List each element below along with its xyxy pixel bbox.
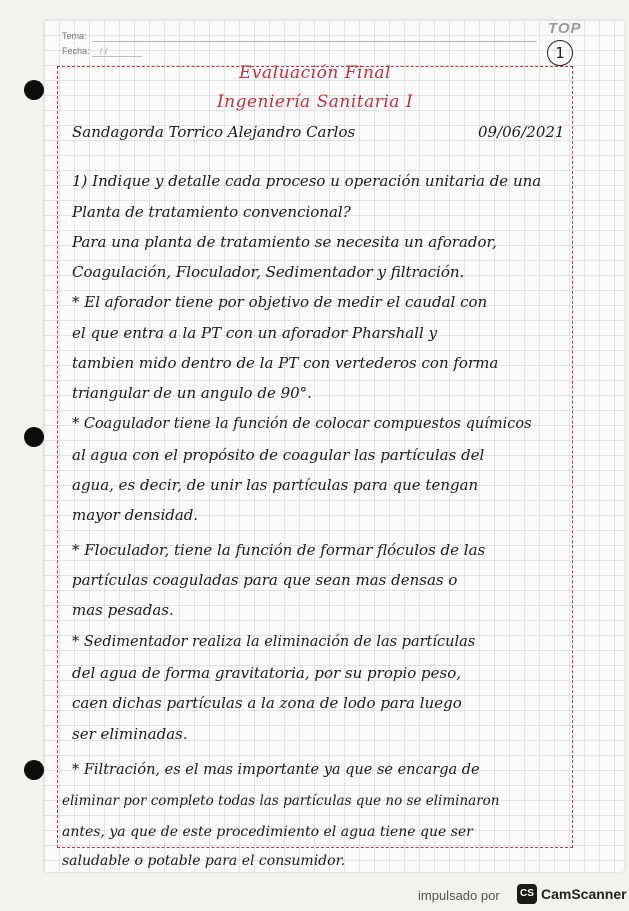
handwritten-line: Planta de tratamiento convencional? xyxy=(72,203,351,221)
handwritten-line: * Filtración, es el mas importante ya que se encarga de xyxy=(72,762,480,778)
binder-hole xyxy=(24,760,44,780)
binder-hole xyxy=(24,427,44,447)
handwritten-line: agua, es decir, de unir las partículas para que tengan xyxy=(72,476,479,494)
handwritten-line: antes, ya que de este procedimiento el agua tiene que ser xyxy=(62,824,473,840)
fecha-value: / / xyxy=(100,46,108,56)
fecha-line xyxy=(92,56,142,57)
handwritten-line: ser eliminadas. xyxy=(72,725,188,743)
notebook-logo: TOP xyxy=(548,20,582,37)
handwritten-line: partículas coaguladas para que sean mas densas o xyxy=(72,571,458,589)
handwritten-line: mas pesadas. xyxy=(72,601,174,619)
handwritten-line: * Floculador, tiene la función de formar flóculos de las xyxy=(72,541,486,559)
handwritten-line: * Sedimentador realiza la eliminación de las partículas xyxy=(72,634,476,650)
handwritten-line: saludable o potable para el consumidor. xyxy=(62,853,346,869)
handwritten-line: triangular de un angulo de 90°. xyxy=(72,384,312,402)
handwritten-line: Para una planta de tratamiento se necesita un aforador, xyxy=(72,233,497,251)
fecha-label: Fecha: xyxy=(62,46,90,56)
tema-line xyxy=(92,41,537,42)
document-subtitle: Ingeniería Sanitaria I xyxy=(216,92,414,112)
camscanner-icon: CS xyxy=(517,884,537,904)
binder-hole xyxy=(24,80,44,100)
page-number: 1 xyxy=(547,40,573,66)
handwritten-line: caen dichas partículas a la zona de lodo para luego xyxy=(72,694,462,712)
handwritten-line: * Coagulador tiene la función de colocar compuestos químicos xyxy=(72,416,532,432)
handwritten-line: del agua de forma gravitatoria, por su propio peso, xyxy=(72,664,462,682)
handwritten-line: * El aforador tiene por objetivo de medir el caudal con xyxy=(72,293,488,311)
document-date: 09/06/2021 xyxy=(478,123,565,141)
tema-label: Tema: xyxy=(62,31,87,41)
handwritten-line: Coagulación, Floculador, Sedimentador y filtración. xyxy=(72,263,465,281)
handwritten-line: eliminar por completo todas las partículas que no se eliminaron xyxy=(62,793,500,809)
camscanner-brand: CamScanner xyxy=(541,886,627,902)
powered-by-label: impulsado por xyxy=(418,888,500,903)
handwritten-line: 1) Indique y detalle cada proceso u operación unitaria de una xyxy=(72,172,542,190)
handwritten-line: tambien mido dentro de la PT con vertederos con forma xyxy=(72,354,499,372)
handwritten-line: al agua con el propósito de coagular las partículas del xyxy=(72,446,485,464)
handwritten-line: el que entra a la PT con un aforador Pharshall y xyxy=(72,324,438,342)
author-name: Sandagorda Torrico Alejandro Carlos xyxy=(72,123,356,141)
handwritten-line: mayor densidad. xyxy=(72,506,199,524)
document-title: Evaluación Final xyxy=(239,63,391,83)
